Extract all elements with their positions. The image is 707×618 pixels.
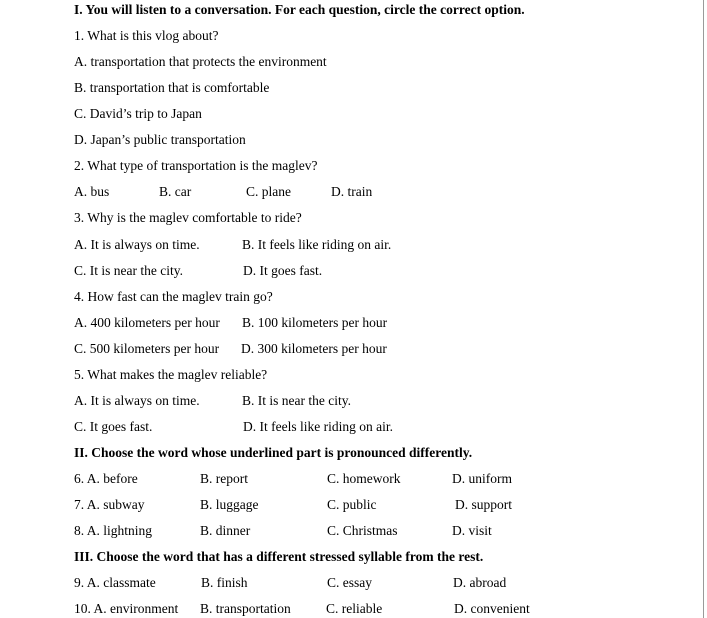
q1-option-b[interactable]: B. transportation that is comfortable [74,80,270,95]
section-3-heading: III. Choose the word that has a different stressed syllable from the rest. [74,549,484,564]
q4-option-a[interactable]: A. 400 kilometers per hour [74,315,220,330]
section-2-heading: II. Choose the word whose underlined part is pronounced differently. [74,445,473,460]
q9-option-b[interactable]: B. finish [201,575,248,590]
q5-option-d[interactable]: D. It feels like riding on air. [243,419,393,434]
section-1-heading: I. You will listen to a conversation. For each question, circle the correct option. [74,2,525,17]
q2-option-c[interactable]: C. plane [246,184,291,199]
q4-stem: 4. How fast can the maglev train go? [74,289,273,304]
q1-option-a[interactable]: A. transportation that protects the environment [74,54,327,69]
q9-option-c[interactable]: C. essay [327,575,372,590]
q10-option-c[interactable]: C. reliable [326,601,383,616]
q10-option-b[interactable]: B. transportation [200,601,291,616]
q4-option-d[interactable]: D. 300 kilometers per hour [241,341,387,356]
q1-stem: 1. What is this vlog about? [74,28,219,43]
q10-option-d[interactable]: D. convenient [454,601,530,616]
q2-option-d[interactable]: D. train [331,184,373,199]
q2-stem: 2. What type of transportation is the maglev? [74,158,318,173]
q2-option-a[interactable]: A. bus [74,184,110,199]
q5-option-c[interactable]: C. It goes fast. [74,419,153,434]
q3-option-c[interactable]: C. It is near the city. [74,263,183,278]
q6-option-b[interactable]: B. report [200,471,248,486]
q1-option-c[interactable]: C. David’s trip to Japan [74,106,202,121]
q8-option-a[interactable]: 8. A. lightning [74,523,153,538]
q5-option-b[interactable]: B. It is near the city. [242,393,351,408]
q8-option-c[interactable]: C. Christmas [327,523,398,538]
q9-option-a[interactable]: 9. A. classmate [74,575,156,590]
q3-option-a[interactable]: A. It is always on time. [74,237,200,252]
q6-option-c[interactable]: C. homework [327,471,401,486]
q4-option-b[interactable]: B. 100 kilometers per hour [242,315,388,330]
q3-option-b[interactable]: B. It feels like riding on air. [242,237,392,252]
q7-option-c[interactable]: C. public [327,497,377,512]
q7-option-b[interactable]: B. luggage [200,497,259,512]
q5-stem: 5. What makes the maglev reliable? [74,367,268,382]
q7-option-d[interactable]: D. support [455,497,512,512]
q2-option-b[interactable]: B. car [159,184,192,199]
q1-option-d[interactable]: D. Japan’s public transportation [74,132,246,147]
q4-option-c[interactable]: C. 500 kilometers per hour [74,341,220,356]
q9-option-d[interactable]: D. abroad [453,575,507,590]
q8-option-d[interactable]: D. visit [452,523,492,538]
q7-option-a[interactable]: 7. A. subway [74,497,145,512]
q5-option-a[interactable]: A. It is always on time. [74,393,200,408]
page-edge [703,0,704,618]
q6-option-a[interactable]: 6. A. before [74,471,138,486]
q8-option-b[interactable]: B. dinner [200,523,251,538]
q10-option-a[interactable]: 10. A. environment [74,601,179,616]
q6-option-d[interactable]: D. uniform [452,471,512,486]
q3-stem: 3. Why is the maglev comfortable to ride? [74,210,302,225]
q3-option-d[interactable]: D. It goes fast. [243,263,323,278]
